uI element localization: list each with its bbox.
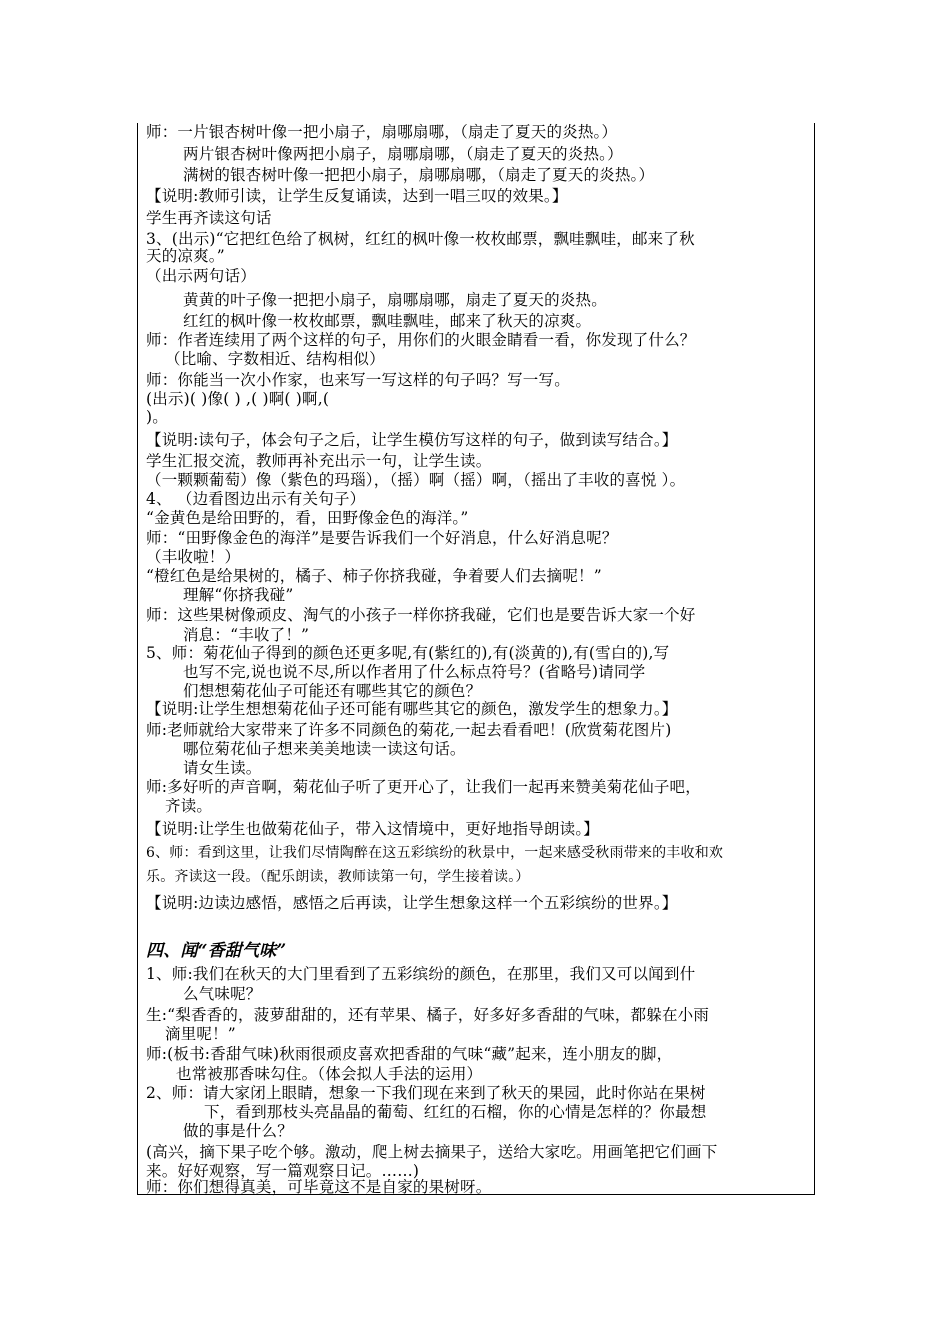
text-line: 2、师：请大家闭上眼睛，想象一下我们现在来到了秋天的果园，此时你站在果树 [146,1084,706,1102]
text-line: 哪位菊花仙子想来美美地读一读这句话。 [183,740,466,758]
fill-in-blank-line: )。 [146,408,168,426]
text-line: 来。好好观察，写一篇观察日记。……) [146,1162,420,1180]
note-line: 【说明:教师引读，让学生反复诵读，达到一唱三叹的效果。】 [146,187,568,205]
text-line: 师:多好听的声音啊，菊花仙子听了更开心了，让我们一起再来赞美菊花仙子吧， [146,778,701,796]
text-line: 黄黄的叶子像一把把小扇子，扇哪扇哪，扇走了夏天的炎热。 [183,291,607,309]
text-line: 师：你们想得真美，可毕竟这不是自家的果树呀。 [146,1178,492,1196]
text-line: 红红的枫叶像一枚枚邮票，飘哇飘哇，邮来了秋天的凉爽。 [183,312,592,330]
text-line: 师:(板书:香甜气味)秋雨很顽皮喜欢把香甜的气味“藏”起来，连小朋友的脚， [146,1045,673,1063]
text-line: 齐读。 [165,797,213,815]
text-line: 生:“梨香香的，菠萝甜甜的，还有苹果、橘子，好多好多香甜的气味，都躲在小雨 [146,1006,710,1024]
text-line: 师：这些果树像顽皮、淘气的小孩子一样你挤我碰，它们也是要告诉大家一个好 [146,606,696,624]
text-line: 理解“你挤我碰” [183,586,294,604]
text-line: “金黄色是给田野的，看，田野像金色的海洋。” [146,509,469,527]
text-line: 师:老师就给大家带来了许多不同颜色的菊花,一起去看看吧！(欣赏菊花图片) [146,721,672,739]
text-line: 满树的银杏树叶像一把把小扇子，扇哪扇哪，（扇走了夏天的炎热。） [183,166,655,184]
text-line: 也常被那香味勾住。（体会拟人手法的运用） [176,1065,483,1083]
text-line: 师：作者连续用了两个这样的句子，用你们的火眼金睛看一看，你发现了什么？ [146,331,696,349]
text-line: 也写不完,说也说不尽,所以作者用了什么标点符号？(省略号)请同学 [183,663,646,681]
text-line: 两片银杏树叶像两把小扇子，扇哪扇哪，（扇走了夏天的炎热。） [183,145,623,163]
text-line: 师：一片银杏树叶像一把小扇子，扇哪扇哪，（扇走了夏天的炎热。） [146,123,618,141]
text-line: 学生汇报交流，教师再补充出示一句，让学生读。 [146,452,492,470]
text-line: （一颗颗葡萄）像（紫色的玛瑙），（摇）啊（摇）啊，（摇出了丰收的喜悦 ）。 [146,471,686,489]
text-line: 师：“田野像金色的海洋”是要告诉我们一个好消息，什么好消息呢？ [146,529,618,547]
text-line: 做的事是什么？ [183,1122,293,1140]
text-line: 1、师:我们在秋天的大门里看到了五彩缤纷的颜色，在那里，我们又可以闻到什 [146,965,696,983]
text-line: 学生再齐读这句话 [146,209,272,227]
text-line: 下，看到那枝头亮晶晶的葡萄、红红的石榴，你的心情是怎样的？你最想 [204,1103,707,1121]
text-line: “橙红色是给果树的，橘子、柿子你挤我碰，争着要人们去摘呢！” [146,567,602,585]
text-line: 消息：“丰收了！” [183,626,310,644]
note-line: 【说明:边读边感悟，感悟之后再读，让学生想象这样一个五彩缤纷的世界。】 [146,894,678,912]
text-line: 4、 （边看图边出示有关句子） [146,490,366,508]
note-line: 【说明:让学生想想菊花仙子还可能有哪些其它的颜色，激发学生的想象力。】 [146,700,678,718]
text-line: 师：你能当一次小作家，也来写一写这样的句子吗？写一写。 [146,371,570,389]
note-line: 【说明:让学生也做菊花仙子，带入这情境中，更好地指导朗读。】 [146,820,599,838]
text-line: （丰收啦！） [146,548,241,566]
note-line: 【说明:读句子，体会句子之后，让学生模仿写这样的句子，做到读写结合。】 [146,431,678,449]
text-line: 们想想菊花仙子可能还有哪些其它的颜色？ [183,682,482,700]
text-line: 请女生读。 [183,759,262,777]
text-line: 么气味呢？ [183,985,262,1003]
text-line: （出示两句话） [146,267,256,285]
text-line: 滴里呢！” [165,1025,236,1043]
text-line: 天的凉爽。” [146,247,225,265]
text-line: 3、(出示)“它把红色给了枫树，红红的枫叶像一枚枚邮票，飘哇飘哇，邮来了秋 [146,230,695,248]
text-line: 乐。齐读这一段。（配乐朗读，教师读第一句，学生接着读。） [146,869,530,885]
text-line: (高兴，摘下果子吃个够。激动，爬上树去摘果子，送给大家吃。用画笔把它们画下 [146,1143,718,1161]
text-line: （比喻、字数相近、结构相似） [165,350,385,368]
section-heading: 四、闻“香甜气味” [146,941,287,961]
fill-in-blank-line: (出示)( )像( ) ,( )啊( )啊,( [146,390,330,408]
text-line: 6、师：看到这里，让我们尽情陶醉在这五彩缤纷的秋景中，一起来感受秋雨带来的丰收和欢 [146,845,724,861]
text-line: 5、师：菊花仙子得到的颜色还更多呢,有(紫红的),有(淡黄的),有(雪白的),写 [146,644,670,662]
